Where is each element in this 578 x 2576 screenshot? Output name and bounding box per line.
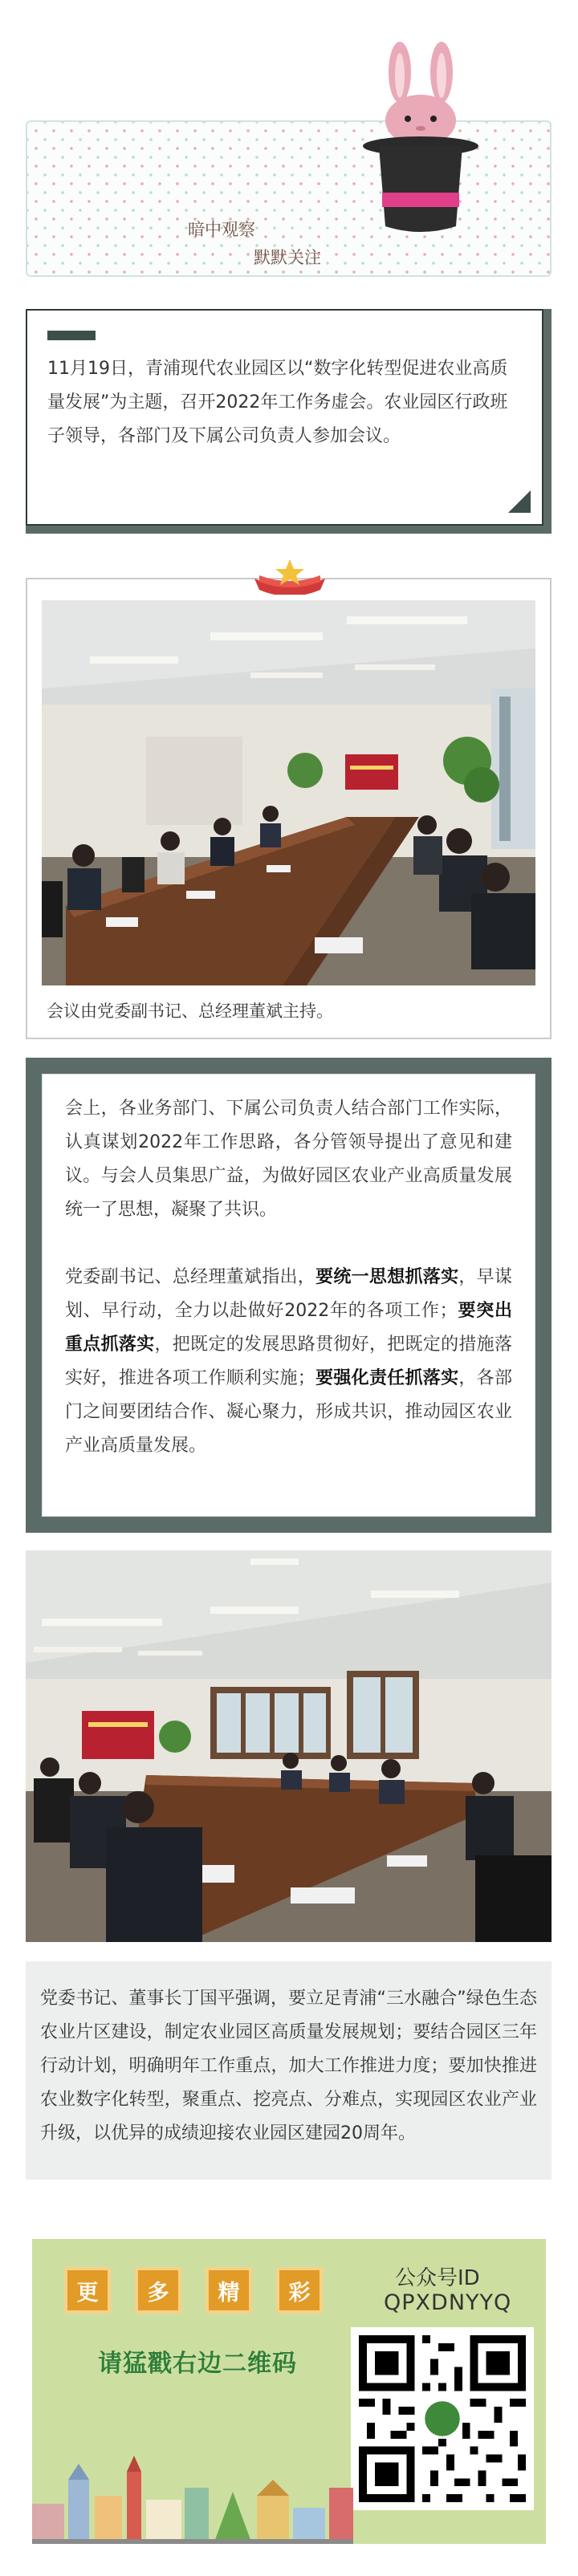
photo-card-1 [26, 578, 552, 1039]
footer-tile-4: 彩 [276, 2267, 323, 2314]
footer-slogan: 请猛戳右边二维码 [98, 2350, 297, 2378]
corner-triangle-icon [508, 490, 531, 513]
body-text-box [26, 1058, 552, 1533]
body-text-inner [42, 1074, 535, 1517]
photo-card-2 [26, 1550, 552, 1942]
intro-text: 11月19日，青浦现代农业园区以“数字化转型促进农业高质量发展”为主题，召开2022年工作务虚会。农业园区行政班子领导，各部门及下属公司负责人参加会议。 [47, 359, 508, 446]
meeting-photo-1 [42, 600, 535, 985]
p2-emphasis-1: 要统一思想抓落实 [315, 1267, 459, 1287]
intro-inner [26, 309, 543, 526]
body-paragraph-2 [65, 1261, 512, 1463]
footer-tile-3: 精 [206, 2267, 252, 2314]
closing-paragraph: 党委书记、董事长丁国平强调，要立足青浦“三水融合”绿色生态农业片区建设，制定农业园区高质量发展规划；要结合园区三年行动计划，明确明年工作重点，加大工作推进力度；要加快推进农业数字化转型，聚重点、挖亮点、分难点，实现园区农业产业升级，以优异的成绩迎接农业园区建园20周年。 [40, 1989, 537, 2143]
header-line-2: 默默关注 [254, 248, 321, 267]
p2-emphasis-2: 要突出重点抓落实 [65, 1301, 512, 1355]
city-skyline-icon [32, 2456, 353, 2544]
header-line-1: 暗中观察 [188, 220, 255, 239]
footer-tile-2: 多 [135, 2267, 181, 2314]
account-id-value: QPXDNYYQ [384, 2290, 512, 2315]
intro-accent-bar [47, 331, 96, 340]
p2-text-a: 党委副书记、总经理董斌指出， [65, 1267, 316, 1287]
p2-text-c: ，早谋划、早行动，全力以赴做好2022年的各项工作； [65, 1267, 512, 1321]
qr-code[interactable] [351, 2327, 534, 2510]
meeting-photo-2 [26, 1550, 552, 1942]
crown-ribbon-icon [251, 558, 328, 595]
p2-text-e: ，把既定的发展思路贯彻好，把既定的措施落实好，推进各项工作顺利实施； [65, 1335, 512, 1388]
p2-emphasis-3: 要强化责任抓落实 [315, 1368, 459, 1388]
closing-box [26, 1961, 552, 2180]
p2-text-g: ，各部门之间要团结合作、凝心聚力，形成共识，推动园区农业产业高质量发展。 [65, 1368, 512, 1456]
intro-box [26, 309, 552, 534]
photo-1-caption: 会议由党委副书记、总经理董斌主持。 [47, 1002, 333, 1021]
account-id-label: 公众号ID [395, 2266, 480, 2290]
footer-banner [32, 2239, 546, 2544]
footer-tile-1: 更 [64, 2267, 111, 2314]
qr-code-icon [359, 2335, 526, 2502]
body-paragraph-1: 会上，各业务部门、下属公司负责人结合部门工作实际，认真谋划2022年工作思路，各分管领导提出了意见和建议。与会人员集思广益，为做好园区农业产业高质量发展统一了思想，凝聚了共识。 [65, 1099, 512, 1220]
bunny-hat-icon [361, 40, 482, 241]
